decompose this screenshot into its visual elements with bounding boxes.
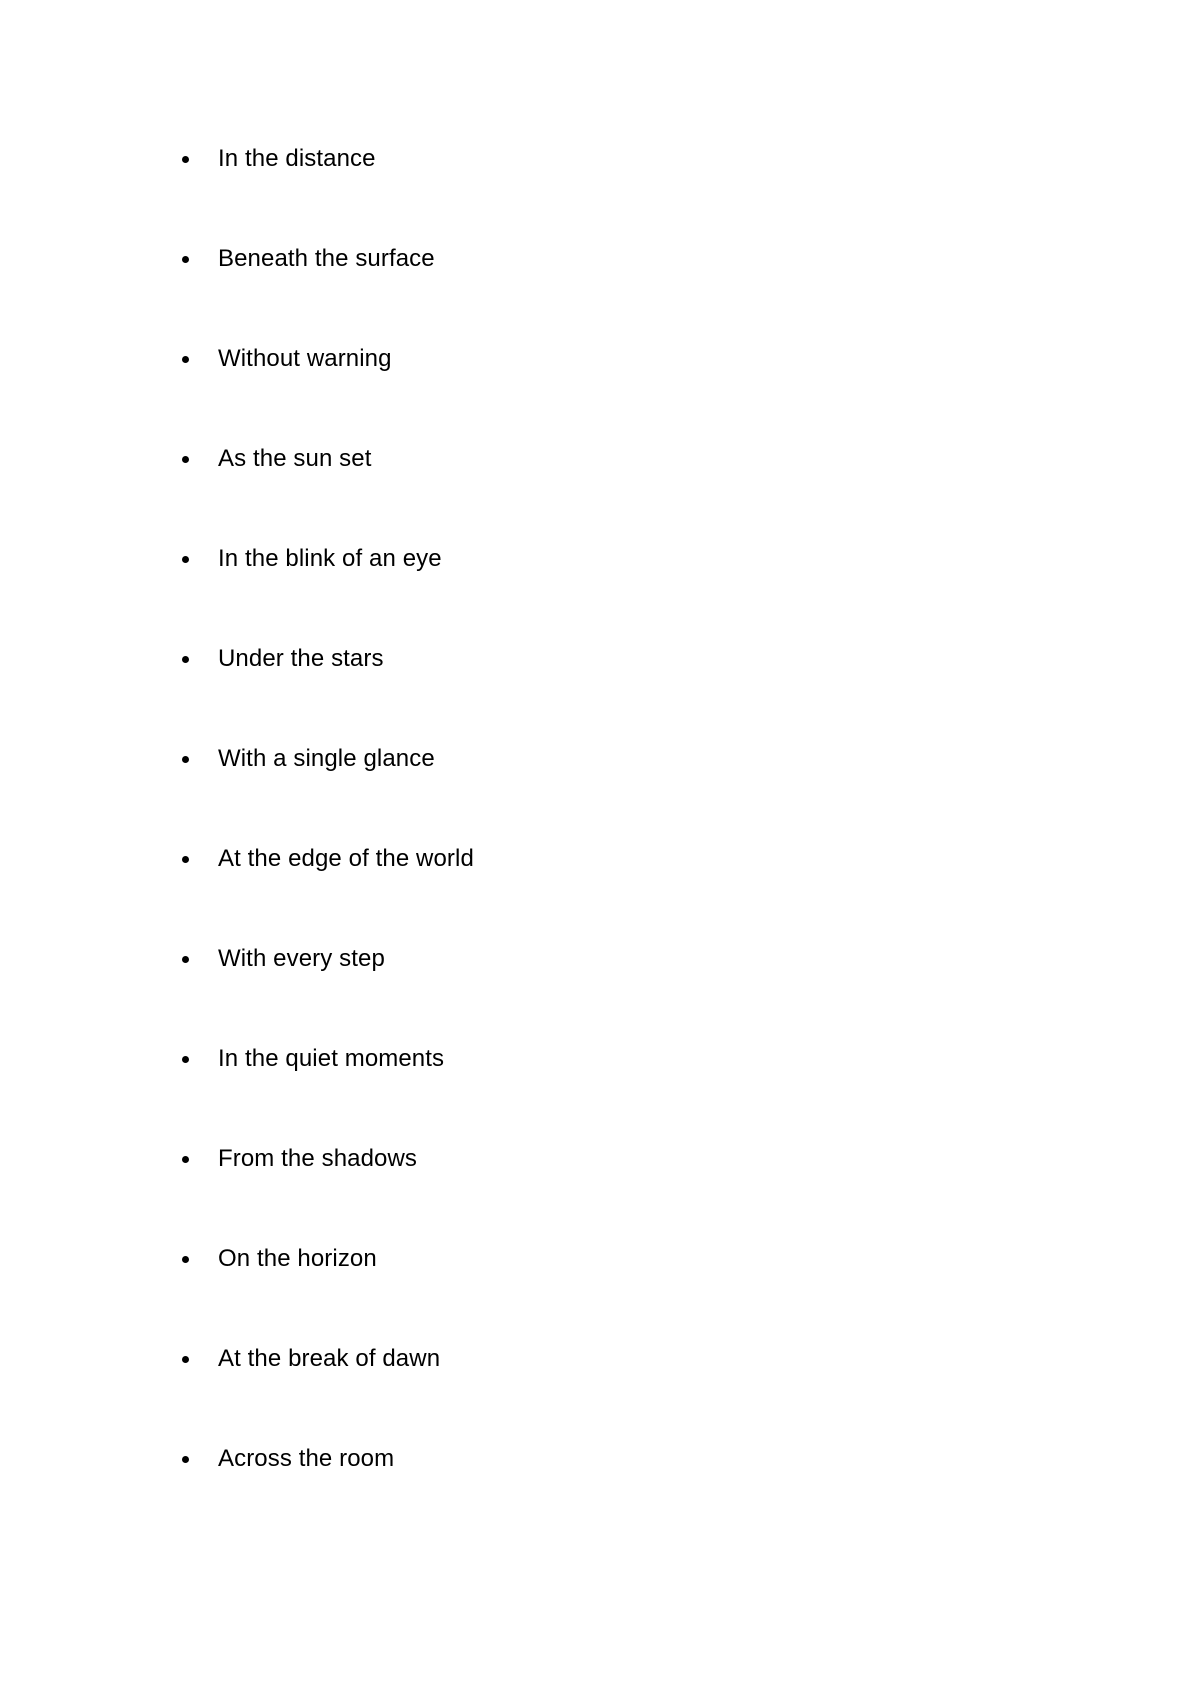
list-item [182, 1044, 444, 1074]
list-item-text: Under the stars [218, 645, 384, 672]
list-item [182, 1244, 377, 1274]
list-item [182, 544, 442, 574]
bullet-icon [182, 256, 189, 263]
list-item [182, 844, 474, 874]
bullet-icon [182, 1156, 189, 1163]
bullet-icon [182, 156, 189, 163]
list-item-text: With every step [218, 945, 385, 972]
bullet-icon [182, 456, 189, 463]
bullet-icon [182, 1056, 189, 1063]
bullet-icon [182, 556, 189, 563]
list-item [182, 1144, 417, 1174]
list-item [182, 144, 376, 174]
list-item [182, 1444, 394, 1474]
bullet-icon [182, 656, 189, 663]
bullet-icon [182, 856, 189, 863]
list-item-text: With a single glance [218, 745, 435, 772]
list-item-text: From the shadows [218, 1145, 418, 1172]
bullet-icon [182, 1456, 189, 1463]
list-item [182, 744, 435, 774]
list-item [182, 944, 385, 974]
bullet-icon [182, 356, 189, 363]
list-item-text: In the blink of an eye [218, 545, 442, 572]
bullet-icon [182, 956, 189, 963]
list-item-text: At the break of dawn [218, 1345, 441, 1372]
list-item-text: As the sun set [218, 445, 372, 472]
list-item [182, 644, 384, 674]
list-item [182, 344, 392, 374]
list-item-text: At the edge of the world [218, 845, 474, 872]
list-item-text: Beneath the surface [218, 245, 435, 272]
list-item [182, 244, 435, 274]
list-item-text: On the horizon [218, 1245, 377, 1272]
bullet-icon [182, 1356, 189, 1363]
list-item-text: In the quiet moments [218, 1045, 445, 1072]
list-item [182, 444, 372, 474]
list-item-text: Across the room [218, 1445, 395, 1472]
list-item-text: Without warning [218, 345, 392, 372]
list-item [182, 1344, 440, 1374]
bullet-icon [182, 1256, 189, 1263]
list-item-text: In the distance [218, 145, 376, 172]
bullet-icon [182, 756, 189, 763]
